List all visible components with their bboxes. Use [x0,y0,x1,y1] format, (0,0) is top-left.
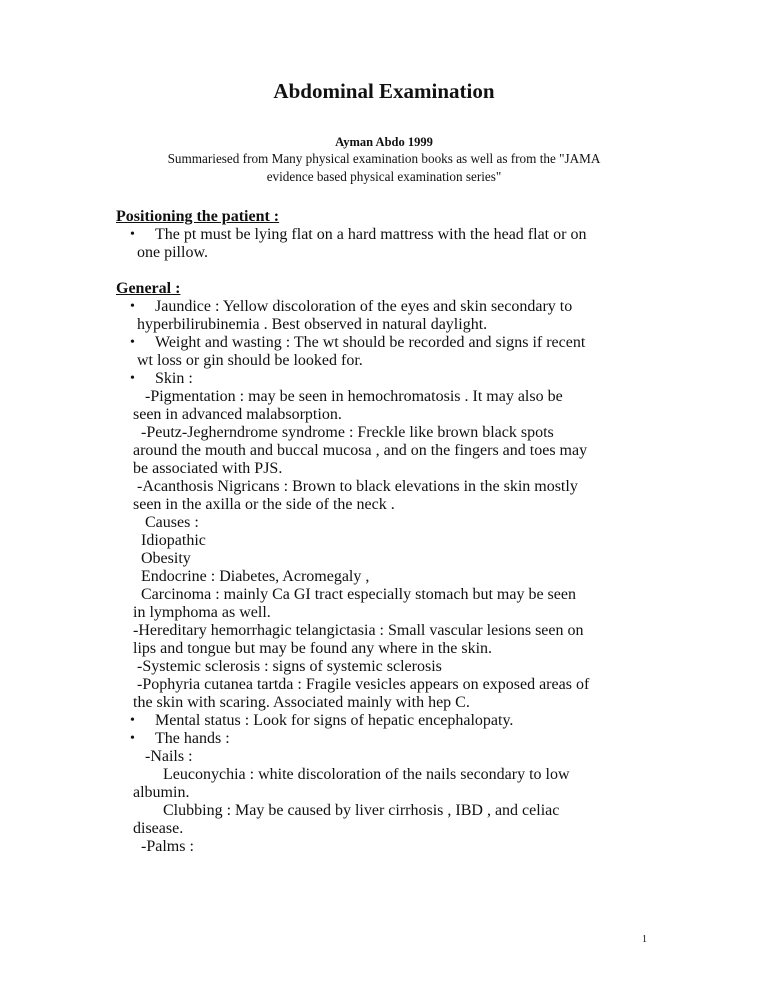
document-subtitle [0,150,768,186]
section-heading-positioning: Positioning the patient : [116,208,280,225]
text-line: Skin : [155,370,193,387]
text-line: Mental status : Look for signs of hepatic encephalopaty. [155,712,514,729]
subtitle-line: evidence based physical examination series" [266,169,502,184]
text-line: around the mouth and buccal mucosa , and on the fingers and toes may [133,442,588,459]
text-line: -Pophyria cutanea tartda : Fragile vesicles appears on exposed areas of [137,676,590,693]
text-line: one pillow. [137,244,208,261]
bullet-icon: • [130,335,135,350]
document-title: Abdominal Examination [273,79,495,103]
text-line: Obesity [141,550,191,567]
text-line: -Palms : [141,838,194,855]
bullet-icon: • [130,299,135,314]
text-line: -Systemic sclerosis : signs of systemic sclerosis [137,658,442,675]
page-number: 1 [642,934,647,945]
text-line: Jaundice : Yellow discoloration of the eyes and skin secondary to [155,298,573,315]
text-line: The pt must be lying flat on a hard mattress with the head flat or on [155,226,587,243]
text-line: Clubbing : May be caused by liver cirrhosis , IBD , and celiac [163,802,560,819]
bullet-icon: • [130,371,135,386]
text-line: wt loss or gin should be looked for. [137,352,363,369]
bullet-icon: • [130,227,135,242]
text-line: in lymphoma as well. [133,604,271,621]
text-line: Carcinoma : mainly Ca GI tract especially stomach but may be seen [141,586,576,603]
text-line: -Peutz-Jegherndrome syndrome : Freckle like brown black spots [141,424,554,441]
text-line: disease. [133,820,184,837]
text-line: lips and tongue but may be found any where in the skin. [133,640,493,657]
text-line: albumin. [133,784,190,801]
text-line: Causes : [145,514,199,531]
text-line: hyperbilirubinemia . Best observed in natural daylight. [137,316,488,333]
section-heading-general: General : [116,280,181,297]
text-line: Idiopathic [141,532,206,549]
text-line: seen in advanced malabsorption. [133,406,342,423]
text-line: Leuconychia : white discoloration of the nails secondary to low [163,766,570,783]
text-line: The hands : [155,730,230,747]
subtitle-line: Summariesed from Many physical examination books as well as from the "JAMA [167,151,601,166]
text-line: the skin with scaring. Associated mainly with hep C. [133,694,470,711]
bullet-icon: • [130,713,135,728]
text-line: be associated with PJS. [133,460,283,477]
text-line: -Pigmentation : may be seen in hemochromatosis . It may also be [145,388,563,405]
text-line: -Hereditary hemorrhagic telangictasia : Small vascular lesions seen on [133,622,584,639]
text-line: -Acanthosis Nigricans : Brown to black elevations in the skin mostly [137,478,578,495]
text-line: -Nails : [145,748,193,765]
bullet-icon: • [130,731,135,746]
text-line: seen in the axilla or the side of the neck . [133,496,395,513]
document-author: Ayman Abdo 1999 [335,135,433,149]
text-line: Endocrine : Diabetes, Acromegaly , [141,568,370,585]
text-line: Weight and wasting : The wt should be recorded and signs if recent [155,334,586,351]
